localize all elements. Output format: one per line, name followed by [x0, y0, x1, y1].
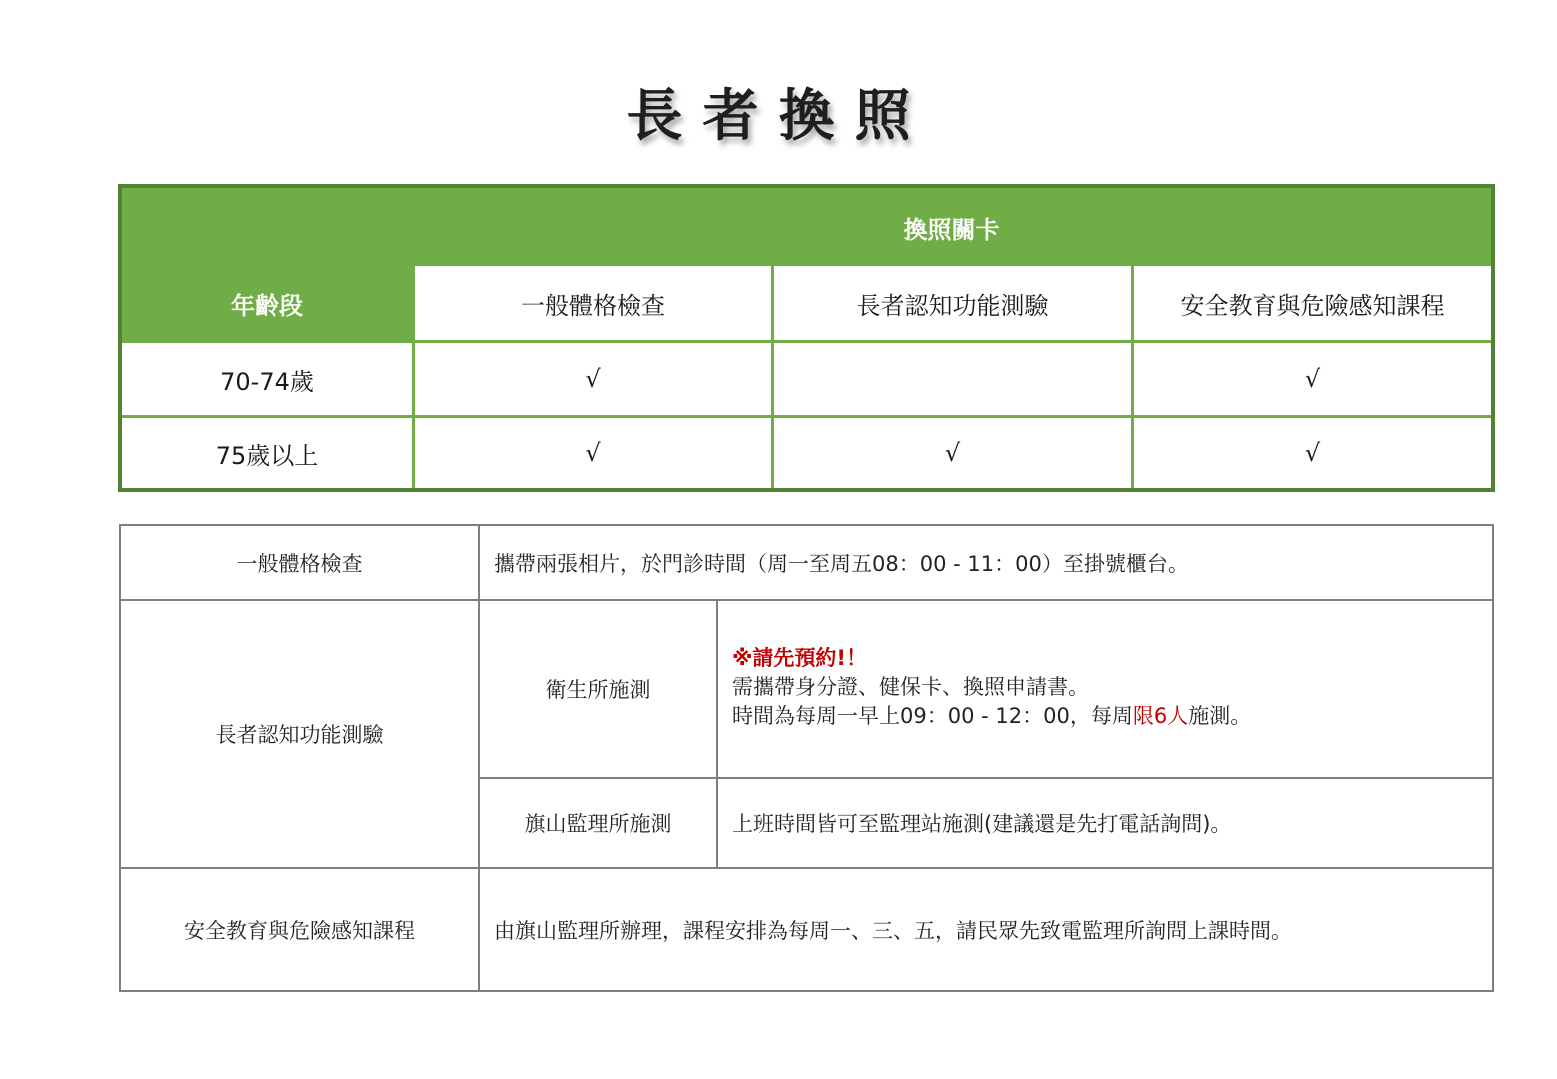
column-header-cognitive-test: 長者認知功能測驗 — [856, 291, 1049, 320]
column-divider — [478, 526, 480, 990]
page-title: 長者換照 — [626, 84, 931, 149]
row-divider — [122, 340, 1491, 343]
check-mark: √ — [585, 439, 601, 467]
check-mark: √ — [944, 439, 961, 467]
column-divider — [716, 599, 718, 867]
row-divider — [121, 867, 1492, 869]
check-mark — [774, 343, 1131, 415]
health-center-label: 衛生所施測 — [545, 678, 651, 702]
general-exam-text: 攜帶兩張相片，於門診時間（周一至周五08：00 - 11：00）至掛號櫃台。 — [494, 551, 1189, 576]
age-cell: 75歲以上 — [215, 441, 319, 470]
column-divider — [412, 266, 415, 488]
check-mark: √ — [585, 365, 601, 393]
details-table — [119, 524, 1494, 992]
column-divider — [1131, 266, 1134, 488]
row-divider — [122, 415, 1491, 418]
age-header-top — [122, 188, 412, 266]
general-exam-label: 一般體格檢查 — [236, 551, 363, 576]
renewal-requirements-table — [118, 184, 1495, 492]
safety-course-label: 安全教育與危險感知課程 — [184, 918, 415, 943]
required-documents: 需攜帶身分證、健保卡、換照申請書。 — [732, 675, 1089, 699]
age-cell: 70-74歲 — [220, 367, 314, 396]
cognitive-test-label: 長者認知功能測驗 — [215, 723, 384, 747]
column-divider — [771, 266, 774, 488]
reservation-warning: ※請先預約!！ — [732, 646, 867, 670]
quota-highlight: 限6人 — [1132, 704, 1189, 728]
health-center-notes — [718, 644, 1492, 754]
dmv-label: 旗山監理所施測 — [524, 812, 672, 836]
dmv-text: 上班時間皆可至監理站施測(建議還是先打電話詢問)。 — [732, 812, 1232, 836]
column-header-safety-course: 安全教育與危險感知課程 — [1180, 291, 1445, 320]
row-divider — [478, 777, 1492, 779]
schedule-text: 時間為每周一早上09：00 - 12：00，每周 — [732, 704, 1133, 728]
age-header: 年齡段 — [122, 266, 412, 340]
check-mark: √ — [1304, 439, 1321, 467]
row-divider — [121, 599, 1492, 601]
schedule-suffix: 施測。 — [1188, 704, 1252, 728]
schedule-line — [732, 702, 1492, 731]
check-mark: √ — [1304, 365, 1321, 393]
column-header-general-exam: 一般體格檢查 — [521, 291, 665, 320]
header-group-label: 換照關卡 — [122, 188, 1491, 266]
safety-course-text: 由旗山監理所辦理，課程安排為每周一、三、五，請民眾先致電監理所詢問上課時間。 — [494, 918, 1292, 943]
